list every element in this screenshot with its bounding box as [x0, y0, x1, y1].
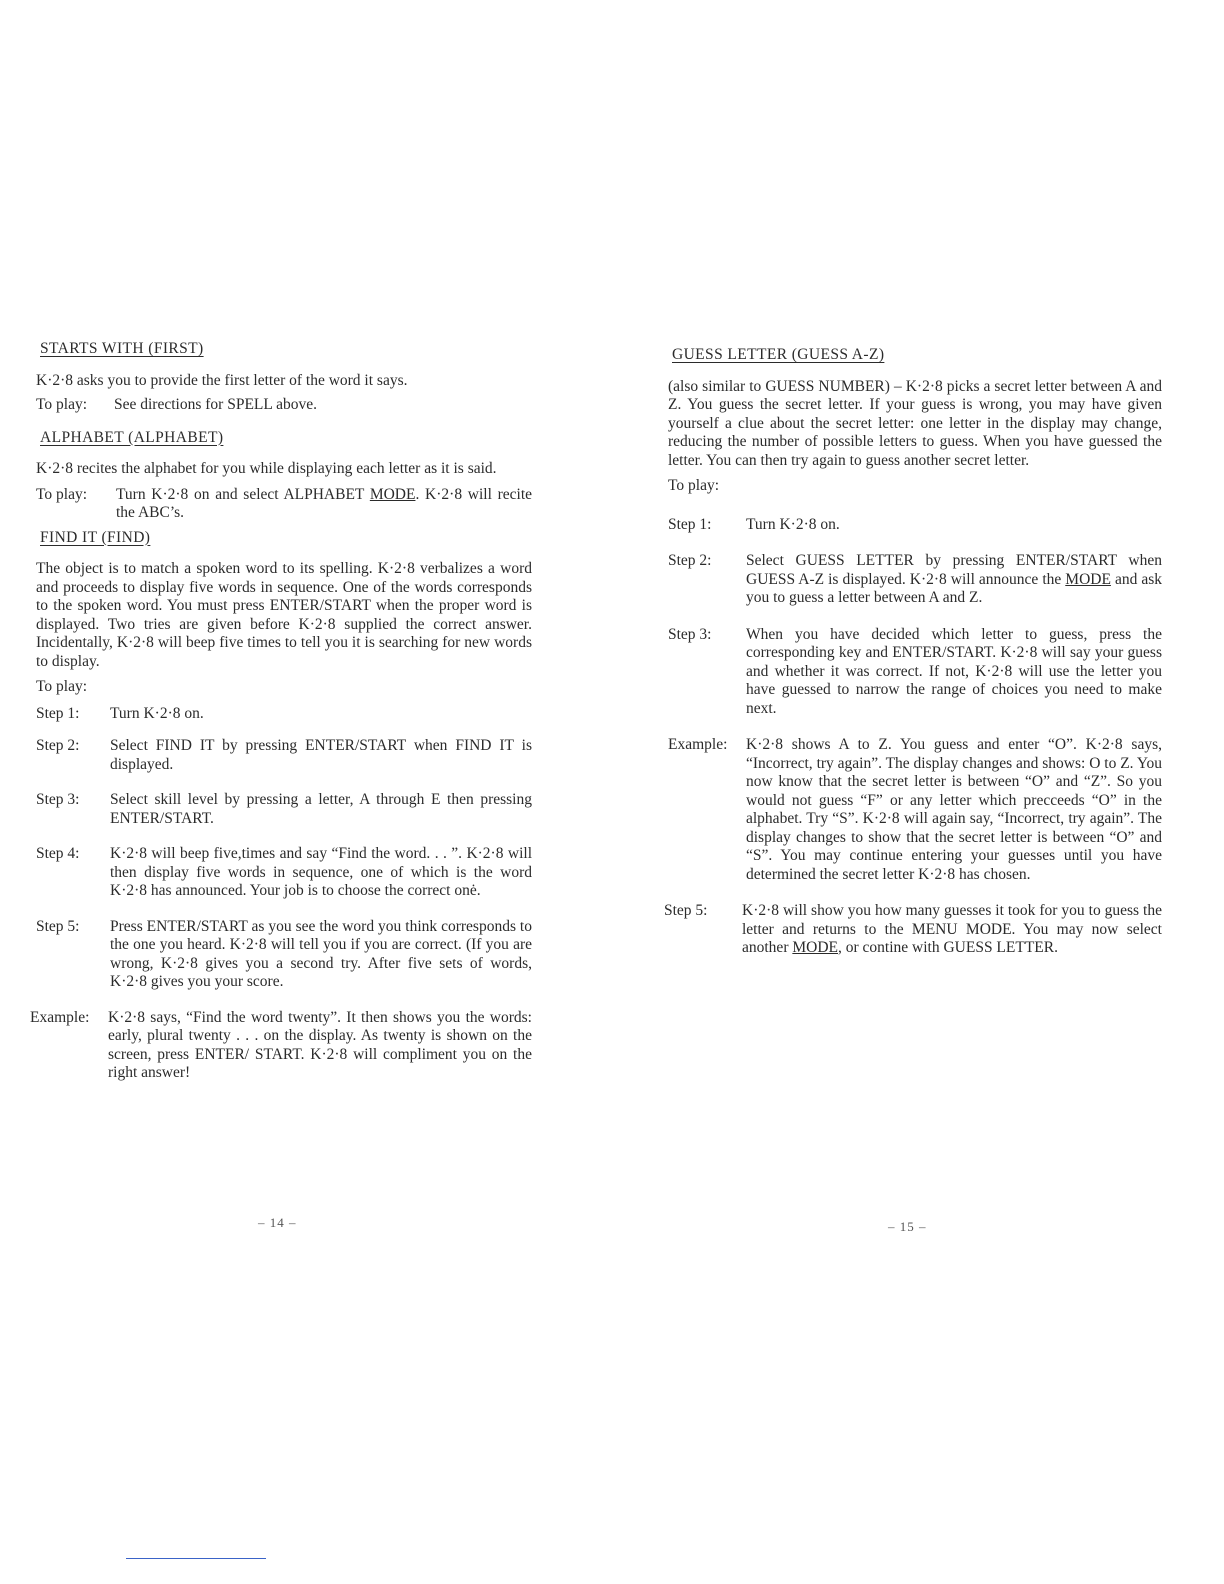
right-page — [664, 346, 1162, 958]
to-play-text: See directions for SPELL above. — [114, 396, 318, 413]
to-play-label: To play: — [36, 485, 88, 503]
find-it-example — [30, 1009, 532, 1083]
step-label: Step 2: — [36, 737, 80, 754]
alphabet-to-play — [36, 486, 532, 523]
step-text: K·2·8 will show you how many guesses it took for you to guess the letter and returns to the MENU MODE. You may now select another MODE, or contine with GUESS LETTER. — [742, 902, 1162, 956]
step-text: When you have decided which letter to guess, press the corresponding key and ENTER/START. K·2·8 will say your guess and whether it was correct. If not, K·2·8 will use the letter you have guessed to narrow the range of choices you need to make next. — [746, 625, 1162, 717]
alphabet-to-play-text: Turn K·2·8 on and select ALPHABET MODE. K·2·8 will recite the ABC’s. — [116, 485, 533, 521]
left-page — [30, 340, 533, 1083]
guess-letter-heading: GUESS LETTER (GUESS A-Z) — [672, 346, 885, 363]
guess-step-2 — [668, 552, 1162, 608]
guess-step-5 — [664, 902, 1162, 958]
find-it-step-3 — [36, 791, 532, 828]
guess-letter-desc: (also similar to GUESS NUMBER) – K·2·8 picks a secret letter between A and Z. You guess the secret letter. If your guess is wrong, you may have given yourself a clue about the secret letter: one letter in the display may change, reducing the number of possible letters to guess. When you have guessed the letter. You can then try again to guess another secret letter. — [668, 377, 1162, 469]
step-label: Step 5: — [36, 917, 80, 935]
step-text: Select GUESS LETTER by pressing ENTER/START when GUESS A-Z is displayed. K·2·8 will announce the MODE and ask you to guess a letter between A and Z. — [746, 552, 1162, 606]
step-text: Select FIND IT by pressing ENTER/START when FIND IT is displayed. — [110, 737, 532, 773]
step-text: Turn K·2·8 on. — [110, 704, 204, 722]
find-it-step-4 — [36, 845, 532, 901]
guess-step-3 — [668, 626, 1162, 719]
starts-with-heading: STARTS WITH (FIRST) — [40, 340, 204, 357]
step-label: Step 4: — [36, 845, 80, 862]
guess-step-1 — [668, 516, 1162, 535]
step-label: Step 1: — [668, 515, 712, 533]
example-label: Example: — [668, 736, 728, 753]
to-play-label: To play: — [36, 396, 88, 413]
step-text: Turn K·2·8 on. — [746, 515, 840, 533]
find-it-step-1 — [36, 705, 532, 724]
page-number-right: – 15 – — [888, 1219, 927, 1234]
step-label: Step 5: — [664, 902, 708, 919]
example-label: Example: — [30, 1008, 90, 1026]
starts-with-to-play — [36, 396, 532, 415]
page-number-left: – 14 – — [258, 1215, 297, 1230]
mode-term: MODE — [369, 485, 416, 503]
step-label: Step 2: — [668, 552, 712, 569]
find-it-step-5 — [36, 918, 532, 992]
alphabet-heading: ALPHABET (ALPHABET) — [40, 428, 224, 446]
step-text: K·2·8 will beep five,times and say “Find the word. . . ”. K·2·8 will then display five words in sequence, one of which is the word K·2·8 has announced. Your job is to choose the correct onė. — [110, 845, 532, 899]
step-label: Step 1: — [36, 704, 80, 722]
step-text: Select skill level by pressing a letter, A through E then pressing ENTER/START. — [110, 791, 532, 827]
alphabet-desc: K·2·8 recites the alphabet for you while displaying each letter as it is said. — [36, 460, 497, 477]
guess-example — [668, 736, 1162, 884]
step-label: Step 3: — [668, 625, 712, 643]
mode-term: MODE — [792, 939, 838, 956]
guess-letter-to-play: To play: — [668, 477, 720, 494]
find-it-step-2 — [36, 737, 532, 774]
step-text: Press ENTER/START as you see the word you think corresponds to the one you heard. K·2·8 will tell you if you are correct. (If you are wrong, K·2·8 gives you a second try. After five sets of words, K·2·8 gives you your score. — [110, 917, 532, 990]
mode-term: MODE — [1065, 570, 1111, 588]
example-text: K·2·8 says, “Find the word twenty”. It then shows you the words: early, plural twenty . . . on the display. As twenty is shown on the screen, press ENTER/ START. K·2·8 will compliment you on the right answer! — [108, 1008, 532, 1081]
starts-with-desc: K·2·8 asks you to provide the first letter of the word it says. — [36, 371, 408, 389]
bottom-rule — [126, 1558, 266, 1559]
example-text: K·2·8 shows A to Z. You guess and enter “O”. K·2·8 says, “Incorrect, try again”. The display changes and shows: O to Z. You now know that the secret letter is between “O” and “Z”. So you would not guess “F” or any letter which precceeds “O” in the alphabet. Try “S”. K·2·8 will again say, “Incorrect, try again”. The display changes to show that the secret letter is between “O” and “S”. You may continue entering your guesses until you have determined the secret letter K·2·8 has chosen. — [746, 736, 1162, 883]
find-it-to-play: To play: — [36, 678, 88, 695]
find-it-desc: The object is to match a spoken word to its spelling. K·2·8 verbalizes a word and proceeds to display five words in sequence. One of the words corresponds to the spoken word. You must press ENTER/START when the proper word is displayed. Two tries are given before K·2·8 supplied the correct answer. Incidentally, K·2·8 will beep five times to tell you it is searching for new words to display. — [36, 560, 532, 670]
find-it-heading: FIND IT (FIND) — [40, 528, 151, 546]
step-label: Step 3: — [36, 791, 80, 808]
